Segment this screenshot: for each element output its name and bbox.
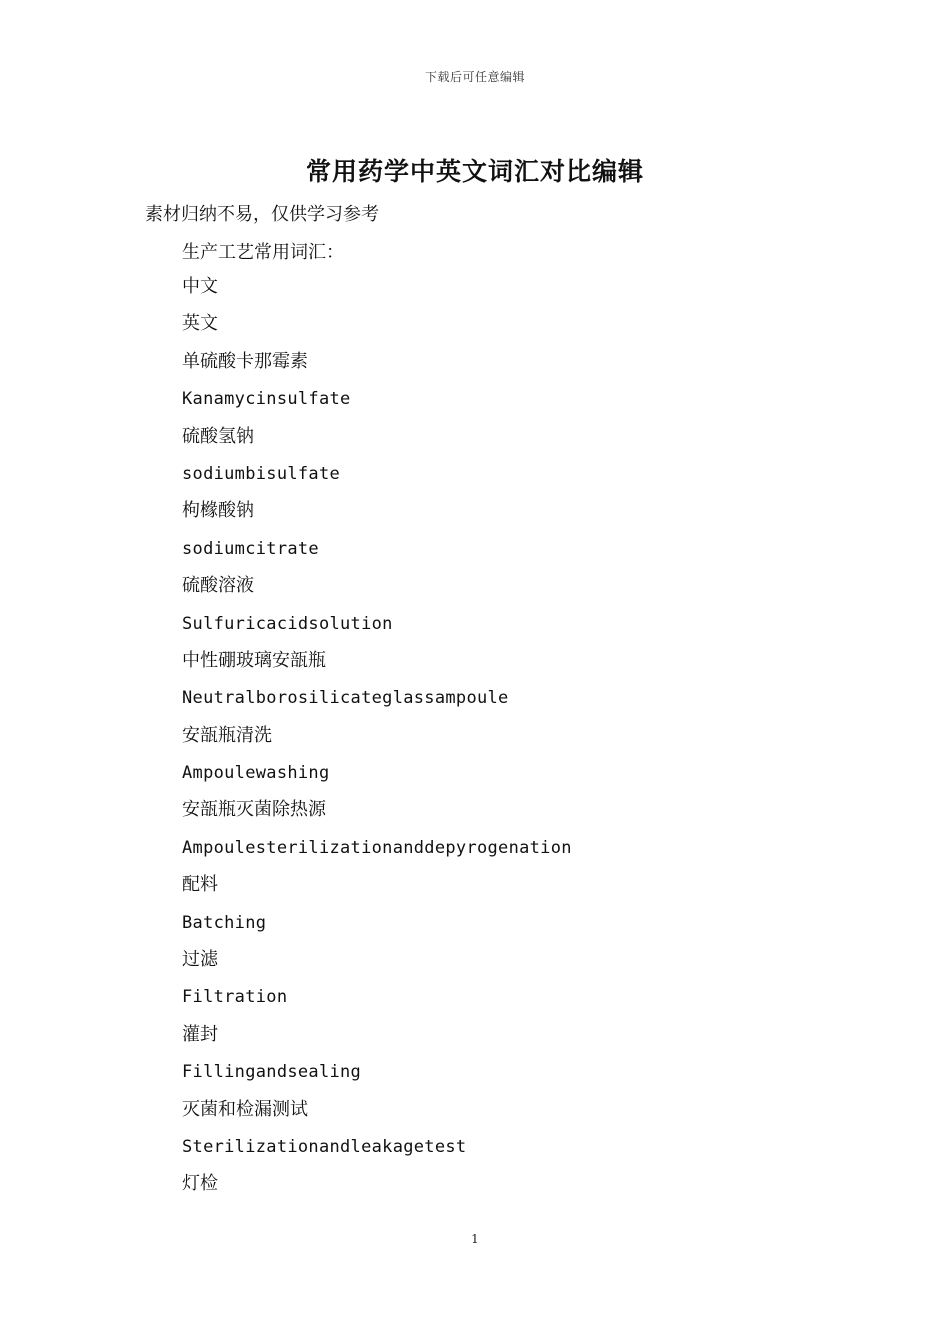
term-item: 单硫酸卡那霉素 xyxy=(182,350,308,372)
term-item: Sulfuricacidsolution xyxy=(182,613,393,634)
page-header: 下载后可任意编辑 xyxy=(424,70,525,84)
term-item: Kanamycinsulfate xyxy=(182,389,351,410)
term-item: Ampoulesterilizationanddepyrogenation xyxy=(182,837,572,858)
term-item: 灭菌和检漏测试 xyxy=(182,1098,308,1120)
term-item: 硫酸溶液 xyxy=(182,575,254,597)
term-item: 灯检 xyxy=(182,1173,218,1195)
term-item: Batching xyxy=(182,912,267,933)
vocabulary-list xyxy=(182,275,572,1210)
term-item: 硫酸氢钠 xyxy=(182,425,254,447)
term-item: Filtration xyxy=(182,987,288,1008)
term-item: 过滤 xyxy=(182,949,218,971)
term-item: Sterilizationandleakagetest xyxy=(182,1136,467,1157)
term-item: 英文 xyxy=(182,313,218,335)
term-item: 安瓿瓶灭菌除热源 xyxy=(182,799,326,821)
term-item: Ampoulewashing xyxy=(182,763,330,784)
term-item: 枸橼酸钠 xyxy=(182,500,254,522)
term-item: sodiumbisulfate xyxy=(182,463,341,484)
term-item: 中文 xyxy=(182,276,218,297)
term-item: sodiumcitrate xyxy=(182,538,319,559)
document-title: 常用药学中英文词汇对比编辑 xyxy=(305,157,644,186)
term-item: 安瓿瓶清洗 xyxy=(182,724,272,746)
term-item: 中性硼玻璃安瓿瓶 xyxy=(182,649,326,671)
document-subtitle: 素材归纳不易，仅供学习参考 xyxy=(145,204,379,225)
page-number: 1 xyxy=(471,1232,479,1246)
section-label: 生产工艺常用词汇： xyxy=(182,242,344,263)
term-item: Neutralborosilicateglassampoule xyxy=(182,688,509,709)
term-item: Fillingandsealing xyxy=(182,1062,362,1083)
term-item: 灌封 xyxy=(182,1023,218,1045)
term-item: 配料 xyxy=(182,874,218,896)
